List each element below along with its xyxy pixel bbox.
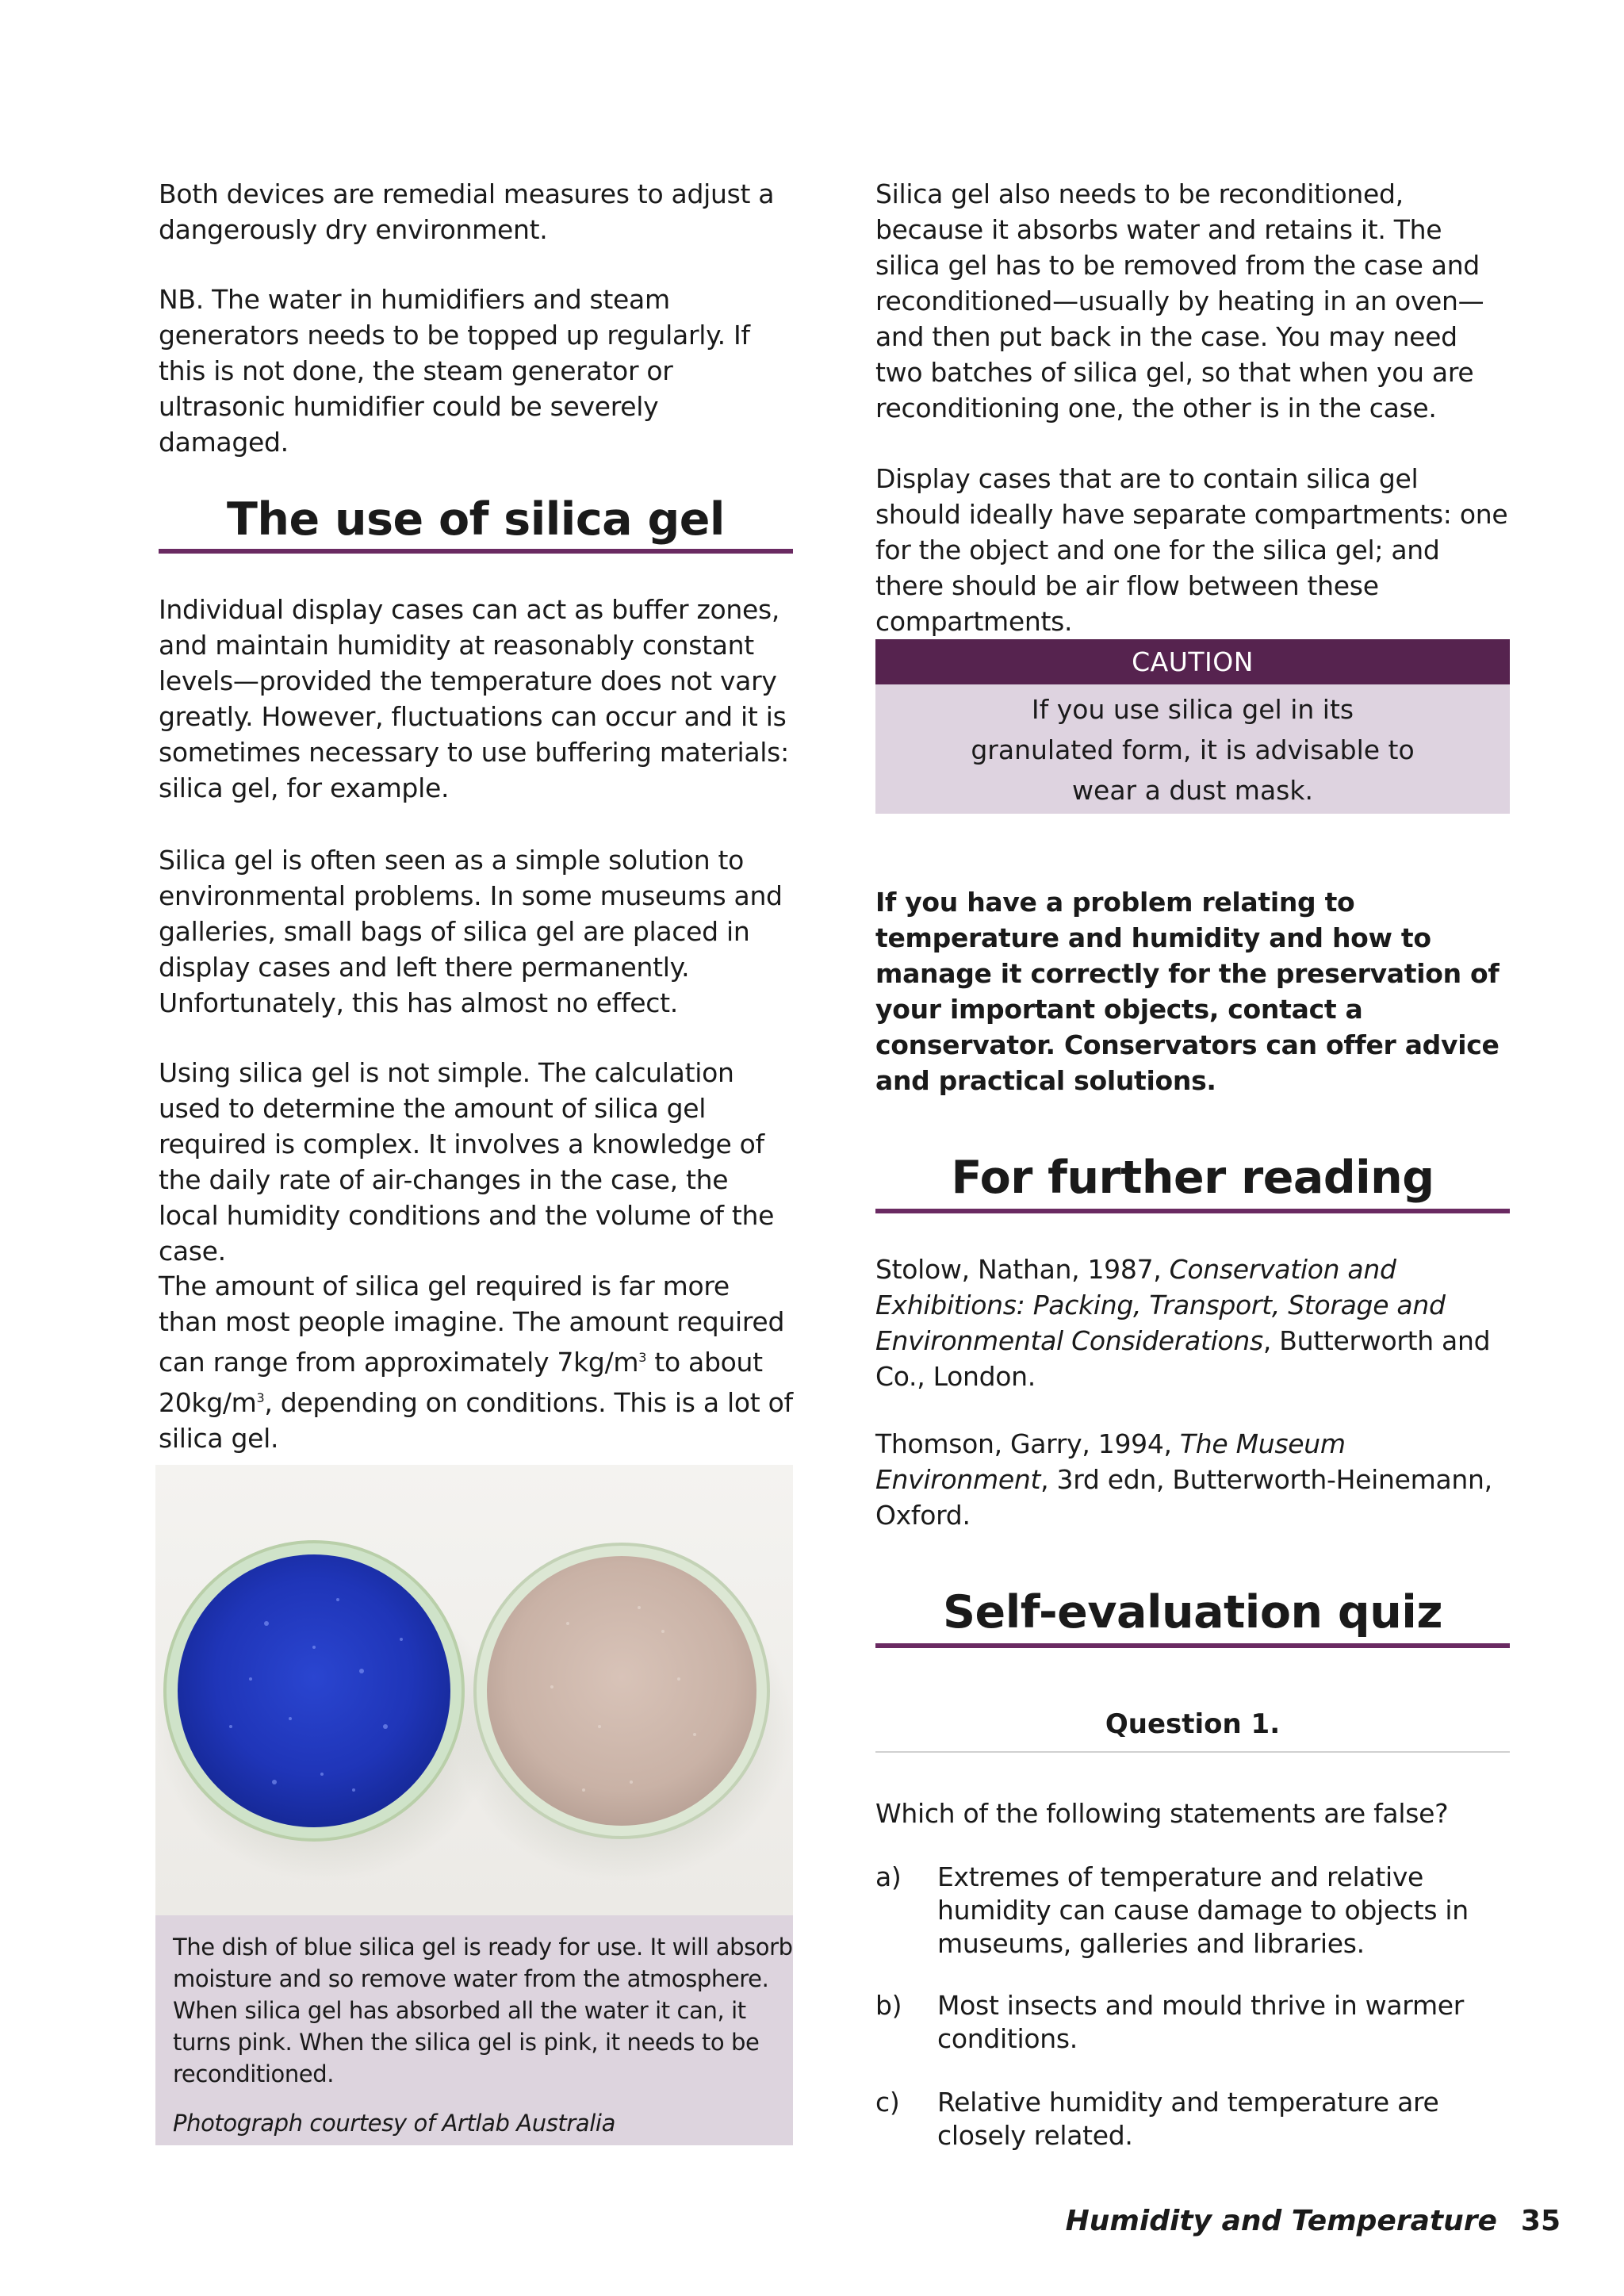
photo-credit: Photograph courtesy of Artlab Australia (173, 2110, 615, 2137)
conservator-advice: If you have a problem relating to temperature and humidity and how to manage it correctly for the preservation of your important objects, contact a conservator. Conservators can offer advice and practical solutions. (875, 887, 1500, 1096)
quiz-heading: Self-evaluation quiz (942, 1586, 1443, 1639)
blue-silica-gel (178, 1554, 450, 1827)
further-reading-heading: For further reading (951, 1152, 1434, 1204)
caution-box (875, 684, 1510, 814)
option-b: b) Most insects and mould thrive in warmer conditions. (875, 1990, 1465, 2054)
footer-title: Humidity and Temperature (1065, 2205, 1497, 2237)
quiz-rule (875, 1643, 1510, 1648)
photo-caption (155, 1915, 793, 2145)
reconditioning-paragraph: Silica gel also needs to be reconditioned, because it absorbs water and retains it. The silica gel has to be removed from the case and reconditioned—usually by heating in an oven—and then put back in the case. You may need two batches of silica gel, so that when you are reconditioning one, the other is in the case. (875, 178, 1484, 424)
reference-thomson: Thomson, Garry, 1994, The Museum Environment, 3rd edn, Butterworth-Heinemann, Oxford. (875, 1428, 1492, 1531)
page-footer (1066, 2205, 1561, 2237)
caution-line-3: wear a dust mask. (1072, 775, 1313, 806)
question-divider (875, 1751, 1510, 1753)
question-text: Which of the following statements are false? (875, 1798, 1449, 1829)
caption-text: The dish of blue silica gel is ready for use. It will absorb moisture and so remove water from the atmosphere. When silica gel has absorbed all the water it can, it turns pink. When the silica gel is pink, it needs to be reconditioned. (173, 1934, 793, 2087)
heading-rule (159, 549, 793, 554)
option-c: c) Relative humidity and temperature are closely related. (875, 2087, 1439, 2151)
silica-gel-photo (155, 1465, 793, 1915)
further-reading-rule (875, 1209, 1510, 1213)
caution-header: CAUTION (875, 639, 1510, 684)
question-label: Question 1. (1105, 1708, 1281, 1740)
nb-paragraph: NB. The water in humidifiers and steam generators needs to be topped up regularly. If this is not done, the steam generator or ultrasonic humidifier could be severely damaged. (159, 284, 750, 458)
silica-gel-heading: The use of silica gel (227, 493, 725, 546)
calculation-paragraph: Using silica gel is not simple. The calculation used to determine the amount of silica gel required is complex. It involves a knowledge of the daily rate of air-changes in the case, the local humidity conditions and the volume of the case. (159, 1057, 775, 1267)
buffer-zones-paragraph: Individual display cases can act as buffer zones, and maintain humidity at reasonably constant levels—provided the temperature does not vary greatly. However, fluctuations can occur and it is sometimes necessary to use buffering materials: silica gel, for example. (159, 594, 789, 803)
amount-paragraph: The amount of silica gel required is far more than most people imagine. The amount required can range from approximately $7kg/m^3$ to about $20kg/m^3$, depending on conditions. This is a lot of silica gel. (159, 1271, 793, 1454)
intro-paragraph: Both devices are remedial measures to adjust a dangerously dry environment. (159, 178, 775, 245)
simple-solution-paragraph: Silica gel is often seen as a simple solution to environmental problems. In some museums and galleries, small bags of silica gel are placed in display cases and left there permanently. Unfortunately, this has almost no effect. (159, 845, 783, 1018)
compartments-paragraph: Display cases that are to contain silica gel should ideally have separate compartments: one for the object and one for the silica gel; and there should be air flow between these compartments. (875, 463, 1508, 637)
caution-line-2: granulated form, it is advisable to (971, 734, 1415, 765)
caution-line-1: If you use silica gel in its (1031, 694, 1354, 725)
page-number: 35 (1520, 2205, 1561, 2237)
silica-gel-dishes-illustration (155, 1465, 793, 1915)
reference-stolow: Stolow, Nathan, 1987, Conservation and Exhibitions: Packing, Transport, Storage and Environmental Considerations, Butterworth and Co., London. (875, 1254, 1491, 1392)
option-a: a) Extremes of temperature and relative humidity can cause damage to objects in museums, galleries and libraries. (875, 1861, 1469, 1959)
pink-silica-gel (487, 1556, 756, 1826)
